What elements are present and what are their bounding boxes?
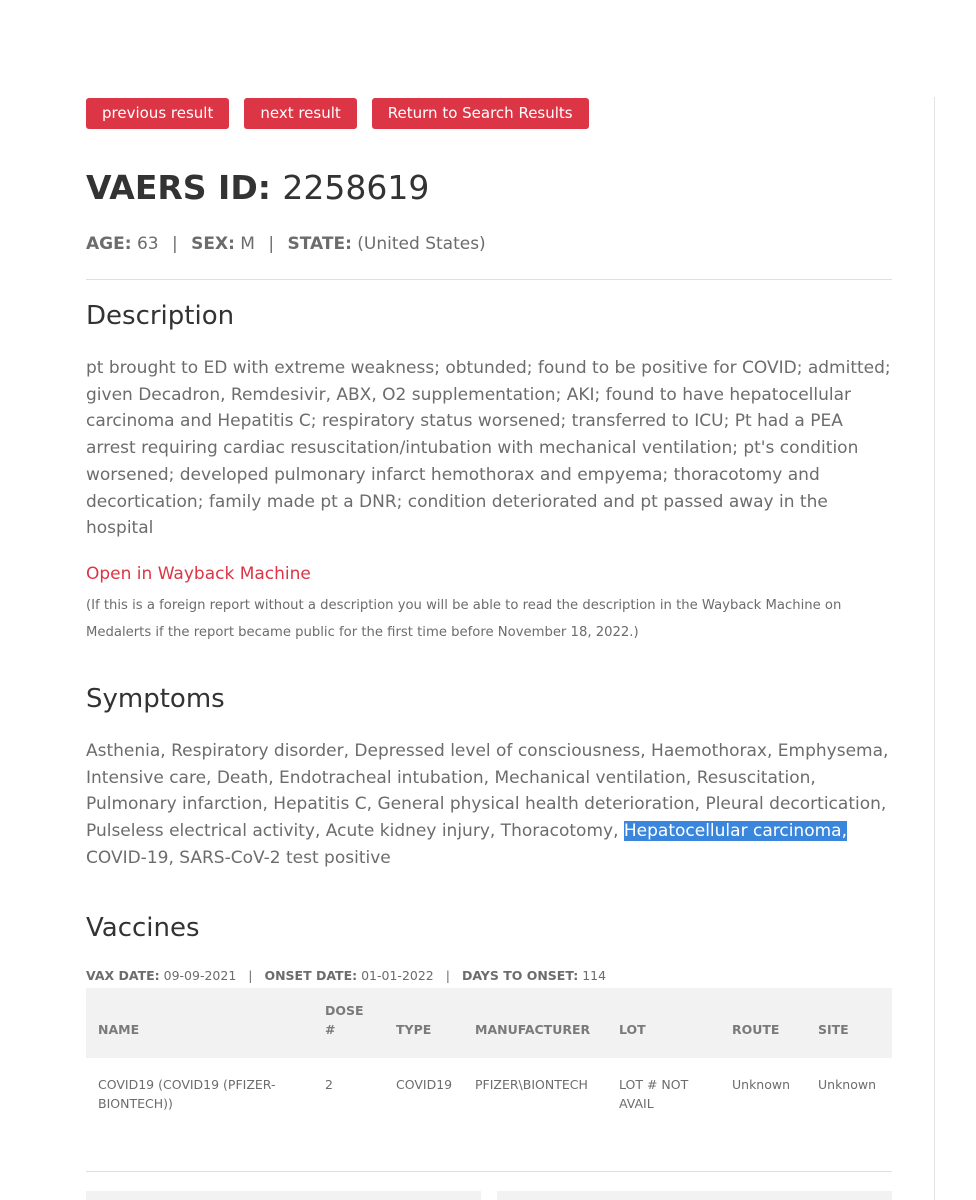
lower-panel-right (497, 1191, 892, 1200)
days-to-onset-label: DAYS TO ONSET: (461, 968, 579, 983)
symptoms-text-after: COVID-19, SARS-CoV-2 test positive (86, 847, 391, 868)
symptoms-text (86, 738, 892, 872)
cell-lot: LOT # NOT AVAIL (619, 1077, 689, 1111)
onset-date-value: 01-01-2022 (361, 968, 434, 983)
cell-type: COVID19 (396, 1077, 453, 1092)
symptoms-heading: Symptoms (86, 684, 225, 714)
col-dose: DOSE # (313, 988, 384, 1058)
vax-meta-separator: | (445, 968, 450, 983)
vaccine-dates (86, 968, 606, 983)
next-result-button[interactable]: next result (244, 98, 356, 129)
vaers-id-label: VAERS ID: (86, 168, 271, 207)
cell-route: Unknown (732, 1077, 791, 1092)
table-header-row (86, 988, 892, 1058)
page-title (86, 168, 429, 207)
vaccines-heading: Vaccines (86, 913, 200, 943)
days-to-onset-value: 114 (582, 968, 607, 983)
table-row (86, 1058, 892, 1158)
col-lot: LOT (607, 988, 720, 1058)
wayback-note: (If this is a foreign report without a description you will be able to read the description in the Wayback Machine on Medalerts if the report became public for the first time before November 18, 2022.) (86, 598, 842, 640)
patient-meta (86, 234, 486, 254)
header-divider (86, 279, 892, 280)
state-label: STATE: (287, 234, 352, 254)
wayback-machine-link[interactable]: Open in Wayback Machine (86, 564, 311, 584)
sex-label: SEX: (191, 234, 235, 254)
description-heading: Description (86, 301, 235, 331)
right-divider (934, 97, 935, 1200)
description-text: pt brought to ED with extreme weakness; obtunded; found to be positive for COVID; admitted; given Decadron, Remdesivir, ABX, O2 supplementation; AKI; found to have hepatocellular carcinoma and Hepatitis C; respiratory status worsened; transferred to ICU; Pt had a PEA arrest requiring cardiac resuscitation/intubation with mechanical ventilation; pt's condition worsened; developed pulmonary infarct hemothorax and empyema; thoracotomy and decortication; family made pt a DNR; condition deteriorated and pt passed away in the hospital (86, 358, 891, 539)
result-navigation (86, 98, 589, 129)
vaers-id-value: 2258619 (282, 168, 430, 207)
cell-site: Unknown (818, 1077, 877, 1092)
vax-date-label: VAX DATE: (86, 968, 160, 983)
age-value: 63 (136, 234, 159, 254)
col-route: ROUTE (720, 988, 806, 1058)
col-manufacturer: MANUFACTURER (463, 988, 607, 1058)
meta-separator: | (268, 234, 275, 254)
vaccines-divider (86, 1171, 892, 1172)
return-to-search-button[interactable]: Return to Search Results (372, 98, 589, 129)
col-name: NAME (86, 988, 313, 1058)
col-site: SITE (806, 988, 892, 1058)
meta-separator: | (171, 234, 178, 254)
sex-value: M (240, 234, 255, 254)
vaccines-table (86, 988, 892, 1158)
vax-date-value: 09-09-2021 (163, 968, 237, 983)
cell-name: COVID19 (COVID19 (PFIZER-BIONTECH)) (98, 1077, 276, 1111)
previous-result-button[interactable]: previous result (86, 98, 229, 129)
symptoms-text-before: Asthenia, Respiratory disorder, Depressed level of consciousness, Haemothorax, Emphysema, Intensive care, Death, Endotracheal intubation, Mechanical ventilation, Resuscitation, Pulmonary infarction, Hepatitis C, General physical health deterioration, Pleural decortication, Pulseless electrical activity, Acute kidney injury, Thoracotomy, (86, 741, 889, 842)
age-label: AGE: (86, 234, 132, 254)
highlighted-symptom: Hepatocellular carcinoma, (623, 821, 847, 842)
vax-meta-separator: | (248, 968, 253, 983)
col-type: TYPE (384, 988, 463, 1058)
state-value: (United States) (357, 234, 486, 254)
lower-panel-left (86, 1191, 481, 1200)
onset-date-label: ONSET DATE: (264, 968, 358, 983)
cell-manufacturer: PFIZER\BIONTECH (475, 1077, 588, 1092)
cell-dose: 2 (325, 1077, 333, 1092)
